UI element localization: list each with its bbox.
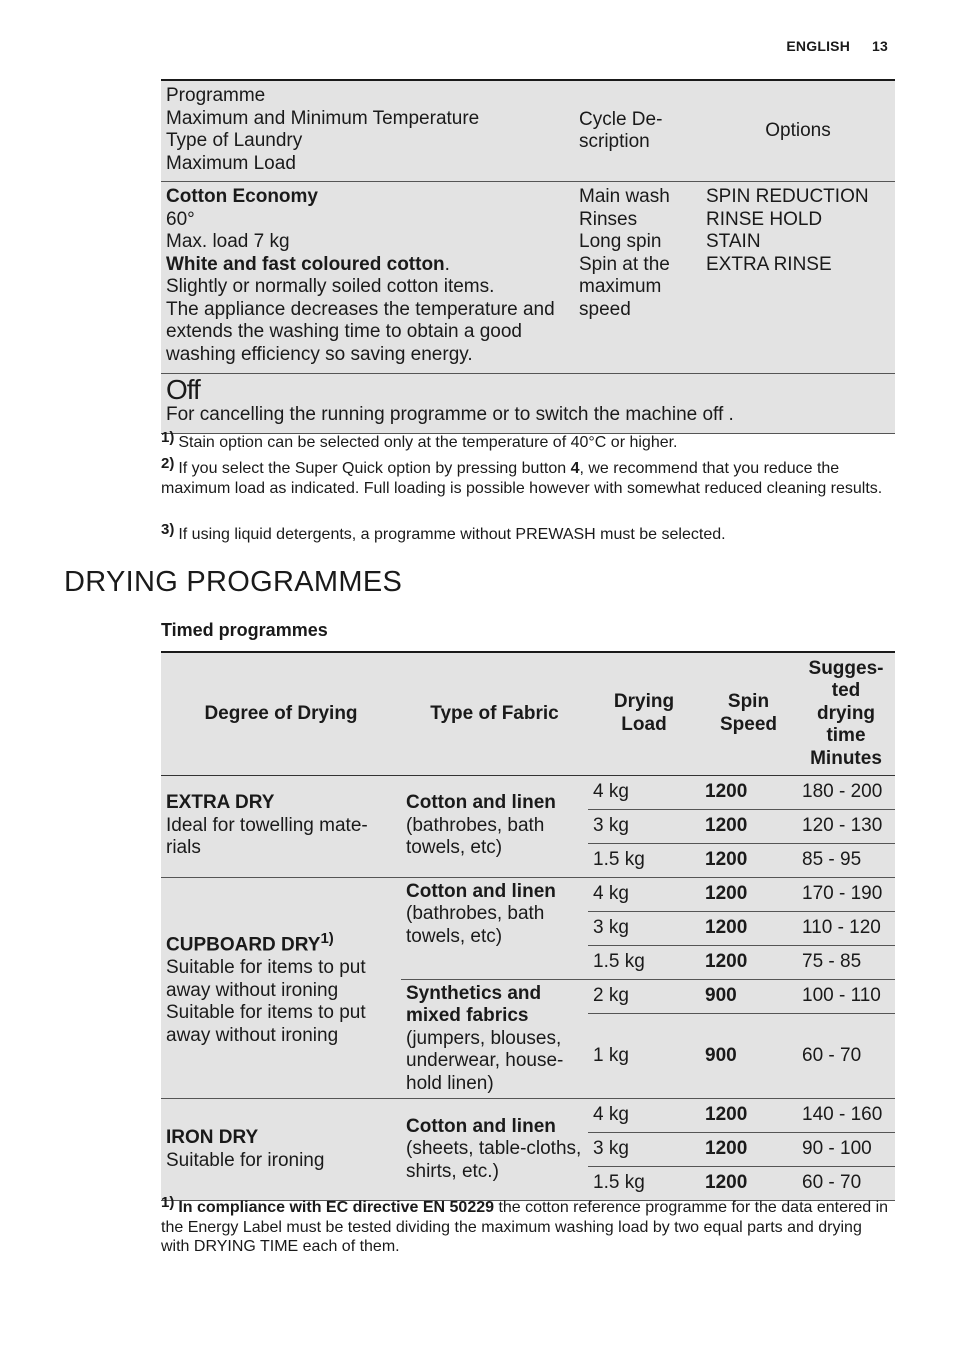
load-value: 4 kg — [588, 1099, 700, 1133]
programme-temp: 60° — [166, 208, 195, 230]
load-value: 4 kg — [588, 775, 700, 809]
header-line: Type of Laundry — [166, 130, 303, 151]
degree-name: EXTRA DRY — [166, 792, 275, 814]
section-title: DRYING PROGRAMMES — [64, 566, 403, 598]
spin-value: 1200 — [700, 1099, 797, 1133]
option-item: SPIN REDUCTION — [706, 186, 869, 207]
spin-value: 900 — [700, 1013, 797, 1098]
off-cell — [161, 374, 895, 434]
degree-name-line — [166, 928, 396, 957]
time-value: 170 - 190 — [797, 877, 895, 911]
spin-value: 1200 — [700, 945, 797, 979]
spin-value: 1200 — [700, 1133, 797, 1167]
header-cycle-description — [574, 80, 701, 182]
footnote-text: If using liquid detergents, a programme without PREWASH must be selected. — [178, 526, 726, 543]
spin-value: 1200 — [700, 775, 797, 809]
header-time-line: Minutes — [810, 747, 882, 769]
header-time-line: time — [826, 725, 866, 746]
degree-name: CUPBOARD DRY — [166, 934, 321, 956]
options-cell — [701, 182, 895, 374]
time-value: 60 - 70 — [797, 1167, 895, 1201]
spin-value: 1200 — [700, 877, 797, 911]
programme-name: Cotton Economy — [166, 186, 318, 207]
header-line: Programme — [166, 85, 266, 106]
header-fabric: Type of Fabric — [401, 652, 588, 775]
time-value: 110 - 120 — [797, 911, 895, 945]
fabric-desc: (sheets, table-cloths, shirts, etc.) — [406, 1138, 582, 1182]
header-programme — [161, 80, 574, 182]
footnote-bold: In compliance with EC directive EN 50229 — [178, 1199, 495, 1216]
header-time-line: drying — [816, 702, 876, 724]
table-row — [161, 1099, 895, 1133]
extra-dry-cell — [161, 775, 401, 877]
time-value: 60 - 70 — [797, 1013, 895, 1098]
fabric-name: Cotton and linen — [406, 1115, 556, 1137]
header-cycle-line2: scription — [579, 131, 650, 152]
degree-desc: Suitable for ironing — [166, 1149, 325, 1171]
fabric-name: Cotton and linen — [406, 880, 556, 902]
time-value: 85 - 95 — [797, 843, 895, 877]
footnote-button-number: 4 — [570, 460, 580, 477]
option-item: STAIN — [706, 231, 761, 252]
footnote-3 — [161, 521, 891, 545]
option-item: EXTRA RINSE — [706, 253, 832, 275]
header-line: Maximum Load — [166, 152, 296, 174]
iron-dry-cell — [161, 1099, 401, 1201]
cycle-step: Long spin — [579, 231, 662, 252]
table-row-cotton-economy — [161, 182, 895, 374]
programme-desc1: Slightly or normally soiled cotton items. — [166, 276, 495, 297]
off-description: For cancelling the running programme or to switch the machine off . — [166, 404, 734, 425]
footnote-2 — [161, 455, 891, 498]
table-header-row — [161, 652, 895, 775]
footnote-mark: 2) — [161, 455, 175, 472]
spin-value: 1200 — [700, 843, 797, 877]
header-spin: Spin Speed — [700, 652, 797, 775]
time-value: 120 - 130 — [797, 809, 895, 843]
fabric-cell — [401, 979, 588, 1099]
fabric-cell — [401, 1099, 588, 1201]
degree-desc: Ideal for towelling mate-rials — [166, 814, 368, 859]
header-line: Maximum and Minimum Temperature — [166, 107, 480, 129]
option-item: RINSE HOLD — [706, 208, 823, 230]
cycle-step: Spin at the maximum speed — [579, 253, 670, 320]
time-value: 75 - 85 — [797, 945, 895, 979]
fabric-desc: (bathrobes, bath towels, etc) — [406, 814, 545, 859]
fabric-desc: (jumpers, blouses, underwear, house-hold linen) — [406, 1027, 564, 1094]
laundry-dot: . — [444, 253, 450, 275]
fabric-desc: (bathrobes, bath towels, etc) — [406, 903, 545, 947]
cycle-step: Main wash — [579, 186, 670, 207]
header-language: ENGLISH — [786, 38, 851, 54]
page-header — [764, 38, 888, 54]
spin-value: 1200 — [700, 1167, 797, 1201]
footnote-bottom — [161, 1194, 891, 1257]
programme-load: Max. load 7 kg — [166, 231, 290, 252]
header-page-number: 13 — [872, 38, 888, 54]
time-value: 140 - 160 — [797, 1099, 895, 1133]
programme-laundry — [166, 254, 569, 277]
table-row — [161, 775, 895, 809]
cycle-step: Rinses — [579, 208, 638, 230]
fabric-cell — [401, 775, 588, 877]
fabric-name: Synthetics and mixed fabrics — [406, 982, 542, 1026]
footnote-text: the cotton reference programme for the data entered in the Energy Label must be tested dividing the maximum washing load by two equal parts and drying with DRYING TIME each of them. — [161, 1199, 889, 1255]
load-value: 1.5 kg — [588, 843, 700, 877]
header-load: Drying Load — [588, 652, 700, 775]
footnote-mark: 1) — [161, 429, 175, 446]
drying-programmes-table — [161, 651, 895, 1201]
load-value: 3 kg — [588, 1133, 700, 1167]
table-header-row — [161, 80, 895, 182]
cotton-economy-cell — [161, 182, 574, 374]
header-time-line: ted — [831, 680, 861, 701]
off-symbol-label: Off — [166, 374, 200, 405]
header-time — [797, 652, 895, 775]
laundry-type: White and fast coloured cotton — [166, 253, 445, 275]
fabric-name: Cotton and linen — [406, 792, 556, 814]
header-degree: Degree of Drying — [161, 652, 401, 775]
table-row — [161, 877, 895, 911]
time-value: 180 - 200 — [797, 775, 895, 809]
spin-value: 900 — [700, 979, 797, 1013]
spin-value: 1200 — [700, 809, 797, 843]
load-value: 4 kg — [588, 877, 700, 911]
load-value: 2 kg — [588, 979, 700, 1013]
footnote-1 — [161, 429, 891, 453]
footnote-text-after: , we recommend that you reduce the maximum load as indicated. Full loading is possible however with somewhat reduced cleaning results. — [161, 460, 883, 497]
washing-programmes-table — [161, 79, 895, 434]
degree-name: IRON DRY — [166, 1127, 259, 1148]
cupboard-dry-cell — [161, 877, 401, 1099]
fabric-cell — [401, 877, 588, 979]
footnote-text: Stain option can be selected only at the temperature of 40°C or higher. — [178, 434, 678, 451]
footnote-mark: 1) — [161, 1194, 175, 1211]
spin-value: 1200 — [700, 911, 797, 945]
load-value: 3 kg — [588, 911, 700, 945]
load-value: 1 kg — [588, 1013, 700, 1098]
time-value: 90 - 100 — [797, 1133, 895, 1167]
footnote-mark: 1) — [320, 930, 334, 948]
load-value: 1.5 kg — [588, 1167, 700, 1201]
cycle-description-cell — [574, 182, 701, 374]
load-value: 1.5 kg — [588, 945, 700, 979]
footnote-mark: 3) — [161, 521, 175, 538]
footnote-text-before: If you select the Super Quick option by pressing button — [178, 460, 571, 477]
degree-desc: Suitable for items to put away without ironing — [166, 1002, 366, 1046]
programme-desc2: The appliance decreases the temperature and extends the washing time to obtain a good washing efficiency so saving energy. — [166, 298, 555, 365]
header-cycle-line1: Cycle De- — [579, 108, 663, 130]
header-options: Options — [765, 119, 831, 141]
load-value: 3 kg — [588, 809, 700, 843]
degree-desc: Suitable for items to put away without ironing — [166, 957, 366, 1001]
subsection-title: Timed programmes — [161, 620, 328, 640]
table-row-off — [161, 374, 895, 434]
header-time-line: Sugges- — [808, 657, 884, 679]
time-value: 100 - 110 — [797, 979, 895, 1013]
